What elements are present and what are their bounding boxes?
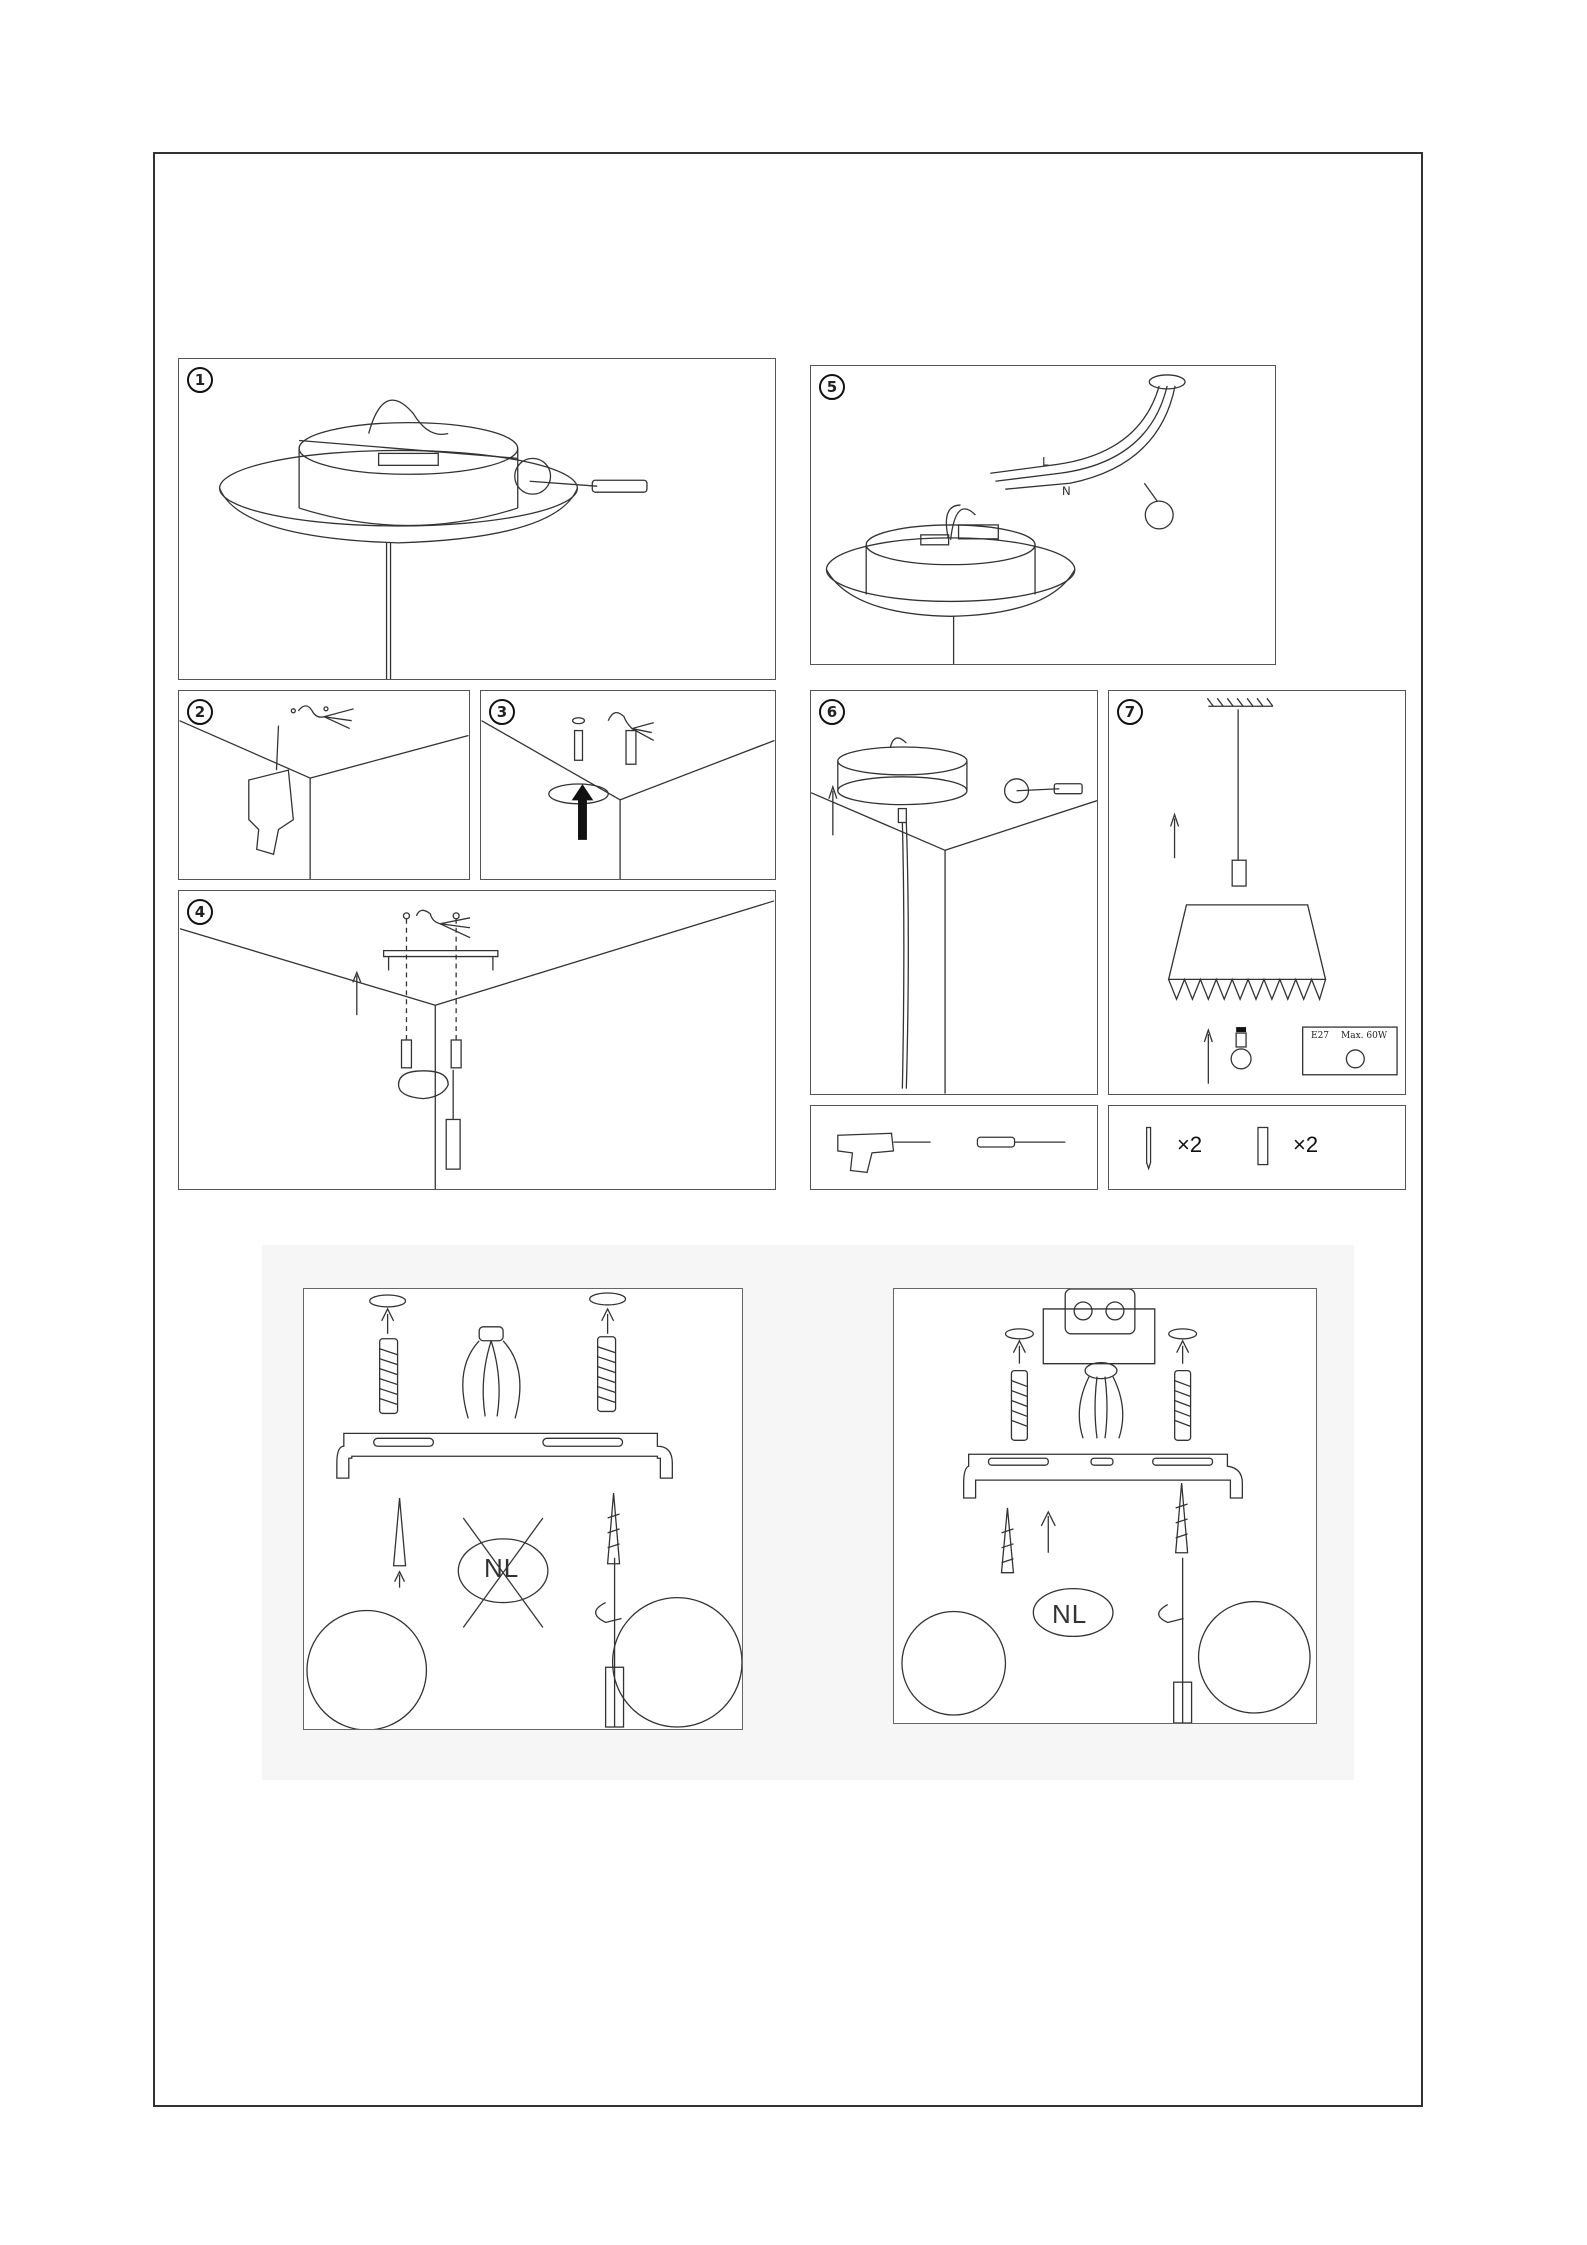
wrong-mounting-illustration: [304, 1289, 742, 1729]
step-4-panel: [178, 890, 776, 1190]
step-number: 1: [187, 367, 213, 393]
canopy-fix-illustration: [811, 691, 1097, 1094]
hardware-panel: [1108, 1105, 1406, 1190]
step-2-panel: [178, 690, 470, 880]
wrong-nl-label: NL: [484, 1553, 520, 1583]
step-3-panel: [480, 690, 776, 880]
correct-mounting-illustration: [894, 1289, 1316, 1723]
canopy-screwdriver-illustration: [179, 359, 775, 679]
tools-illustration: [811, 1106, 1097, 1189]
step-number: 2: [187, 699, 213, 725]
step-7-panel: [1108, 690, 1406, 1095]
step-number: 3: [489, 699, 515, 725]
wrong-mounting-diagram: [303, 1288, 743, 1730]
step-number: 6: [819, 699, 845, 725]
step-number: 5: [819, 374, 845, 400]
step-1-panel: [178, 358, 776, 680]
live-wire-label: L: [1042, 454, 1049, 469]
neutral-wire-label: N: [1061, 484, 1071, 499]
tools-panel: [810, 1105, 1098, 1190]
step-5-panel: [810, 365, 1276, 665]
step-number: 4: [187, 899, 213, 925]
anchor-insert-illustration: [481, 691, 775, 879]
hardware-illustration: [1109, 1106, 1405, 1189]
wiring-illustration: [811, 366, 1275, 664]
step-number: 7: [1117, 699, 1143, 725]
bulb-max-label: Max. 60W: [1341, 1031, 1388, 1041]
bulb-base-label: E27: [1311, 1031, 1330, 1041]
wall-anchor-icon: [1258, 1127, 1268, 1164]
anchor-quantity: ×2: [1293, 1132, 1319, 1157]
screw-quantity: ×2: [1177, 1132, 1203, 1157]
screwdriver-icon: [977, 1137, 1014, 1147]
correct-nl-label: NL: [1052, 1599, 1088, 1629]
bracket-mount-illustration: [179, 891, 775, 1189]
step-6-panel: [810, 690, 1098, 1095]
drill-ceiling-illustration: [179, 691, 469, 879]
screw-icon: [1147, 1127, 1151, 1168]
correct-mounting-diagram: [893, 1288, 1317, 1724]
drill-icon: [838, 1133, 894, 1172]
